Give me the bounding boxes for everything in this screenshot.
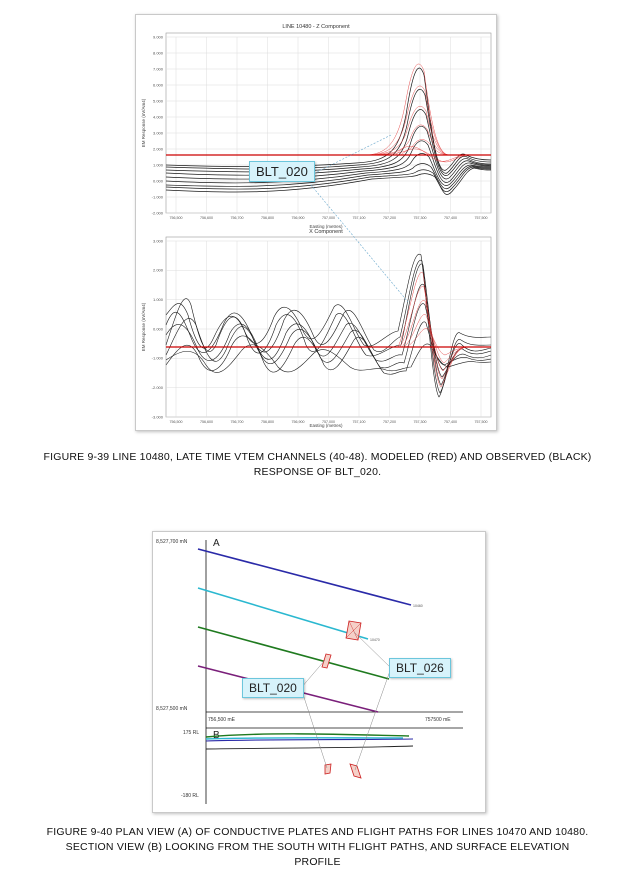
z-ytick-label: -1.000 — [151, 194, 163, 200]
z-xtick-label: 756,700 — [230, 216, 244, 220]
figure-9-39 — [135, 14, 497, 431]
caption-40-line-1: FIGURE 9-40 PLAN VIEW (A) OF CONDUCTIVE PLATES AND FLIGHT PATHS FOR LINES 10470 AND 10480. — [46, 826, 589, 838]
z-ytick-label: 2.000 — [152, 146, 163, 152]
x-xtick-label: 757,200 — [383, 420, 396, 424]
northing-bottom-label: 8,527,500 mN — [156, 706, 188, 712]
blt-026-callout-fig40: BLT_026 — [389, 658, 451, 678]
z-ytick-label: 9.000 — [152, 34, 163, 40]
x-ytick-label: 1.000 — [152, 297, 163, 303]
caption-39-line-2: RESPONSE OF BLT_020. — [253, 466, 382, 478]
z-xtick-label: 757,400 — [444, 216, 457, 220]
flight-line-2-label: 10470 — [370, 638, 380, 642]
caption-39-line-1: FIGURE 9-39 LINE 10480, LATE TIME VTEM CHANNELS (40-48). MODELED (RED) AND OBSERVED (BLACK) — [43, 451, 592, 463]
x-xtick-label: 757,300 — [413, 420, 427, 424]
z-ytick-label: 5.000 — [152, 98, 163, 104]
z-xtick-label: 756,500 — [169, 216, 183, 220]
z-ytick-label: 6.000 — [152, 82, 163, 88]
caption-40-line-2: SECTION VIEW (B) LOOKING FROM THE SOUTH WITH FLIGHT PATHS, AND SURFACE ELEVATION — [65, 841, 570, 853]
flight-line-1-label: 10460 — [413, 604, 423, 608]
northing-top-label: 8,527,700 mN — [156, 539, 188, 545]
elevation-bottom-label: -180 RL — [181, 793, 199, 799]
x-xtick-label: 756,700 — [230, 420, 244, 424]
x-xtick-label: 756,900 — [291, 420, 305, 424]
z-component-plot — [141, 24, 491, 229]
plate-blt-026-section — [350, 764, 361, 778]
x-plot-xlabel: Easting (metres) — [309, 423, 343, 428]
z-xtick-label: 756,600 — [200, 216, 213, 220]
x-ytick-label: -2.000 — [151, 385, 163, 391]
z-plot-xlabel: Easting (metres) — [309, 224, 343, 229]
x-xtick-label: 757,000 — [322, 420, 335, 424]
blt-020-callout-fig40: BLT_020 — [242, 678, 304, 698]
easting-left-label: 756,500 mE — [208, 717, 235, 723]
figure-9-40-caption — [0, 825, 635, 870]
x-ytick-label: -3.000 — [151, 414, 163, 420]
z-ytick-label: 7.000 — [152, 66, 163, 72]
z-plot-title: LINE 10480 - Z Component — [282, 24, 350, 30]
z-ytick-label: -2.000 — [151, 210, 163, 216]
profile-plots — [136, 15, 496, 430]
x-xtick-label: 756,800 — [261, 420, 274, 424]
x-xtick-label: 756,500 — [169, 420, 183, 424]
z-ytick-label: 0.000 — [152, 178, 163, 184]
figure-9-40 — [152, 531, 486, 813]
x-xtick-label: 756,600 — [200, 420, 213, 424]
z-xtick-label: 756,900 — [291, 216, 305, 220]
z-ytick-label: 3.000 — [152, 130, 163, 136]
callout-leaders — [301, 632, 391, 770]
z-ytick-label: 8.000 — [152, 50, 163, 56]
x-xtick-label: 757,100 — [352, 420, 366, 424]
flight-line-3 — [198, 627, 389, 679]
x-ytick-label: -1.000 — [151, 355, 163, 361]
x-plot-ylabel: EM Response (nV/Am4) — [141, 302, 146, 352]
panel-b-label: B — [213, 730, 220, 741]
z-ytick-label: 1.000 — [152, 162, 163, 168]
section-flight-path-2 — [206, 738, 403, 739]
panel-a-label: A — [213, 538, 220, 549]
plate-blt-026-plan — [346, 621, 361, 640]
figure-9-39-caption — [0, 450, 635, 480]
z-xtick-label: 757,100 — [352, 216, 366, 220]
z-plot-ylabel: EM Response (nV/Am4) — [141, 98, 146, 148]
z-xtick-label: 757,500 — [474, 216, 488, 220]
section-flight-path-3 — [206, 739, 413, 741]
flight-line-2 — [198, 588, 368, 639]
z-xtick-label: 757,200 — [383, 216, 396, 220]
x-plot-title: X Component — [309, 229, 343, 235]
flight-line-1 — [198, 549, 411, 605]
section-flight-path-1 — [206, 734, 409, 737]
x-ytick-label: 3.000 — [152, 238, 163, 244]
z-xtick-label: 757,000 — [322, 216, 335, 220]
x-ytick-label: 0.000 — [152, 326, 163, 332]
x-component-plot — [141, 229, 491, 428]
x-xtick-label: 757,500 — [474, 420, 488, 424]
z-xtick-label: 756,800 — [261, 216, 274, 220]
plate-blt-020-section — [325, 764, 331, 774]
z-ytick-label: 4.000 — [152, 114, 163, 120]
x-ytick-label: 2.000 — [152, 267, 163, 273]
z-xtick-label: 757,300 — [413, 216, 427, 220]
elevation-top-label: 175 RL — [183, 730, 200, 736]
blt-020-callout-fig39: BLT_020 — [249, 161, 315, 182]
x-xtick-label: 757,400 — [444, 420, 457, 424]
surface-elevation-profile — [206, 746, 413, 749]
caption-40-line-3: PROFILE — [294, 856, 341, 868]
easting-right-label: 757500 mE — [425, 717, 451, 723]
